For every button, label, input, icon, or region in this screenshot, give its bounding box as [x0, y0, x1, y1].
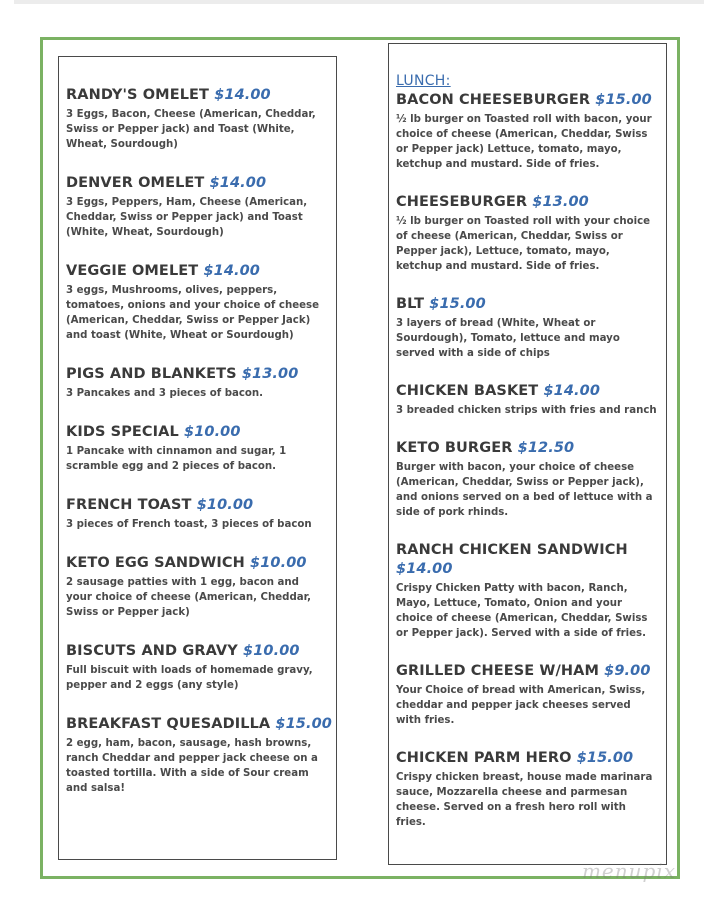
menu-item	[66, 174, 328, 240]
menu-item	[66, 423, 328, 474]
item-description: 3 breaded chicken strips with fries and ranch	[396, 405, 657, 416]
item-name: BLT	[396, 296, 425, 312]
item-description: 3 Eggs, Bacon, Cheese (American, Cheddar, Swiss or Pepper jack) and Toast (White, Wheat, Sourdough)	[66, 109, 316, 150]
item-price: $14.00	[209, 175, 267, 191]
breakfast-column	[58, 56, 337, 860]
item-description: ½ lb burger on Toasted roll with your choice of cheese (American, Cheddar, Swiss or Pepper jack), Lettuce, tomato, mayo, ketchup and mustard. Side of fries.	[396, 216, 651, 272]
item-description: 2 sausage patties with 1 egg, bacon and your choice of cheese (American, Cheddar, Swiss or Pepper jack)	[66, 577, 312, 618]
item-name: RANDY'S OMELET	[66, 87, 210, 103]
top-bar	[14, 0, 704, 4]
menu-item	[396, 662, 658, 728]
menu-item	[66, 554, 328, 620]
item-name: BACON CHEESEBURGER	[396, 92, 591, 108]
item-description: Your Choice of bread with American, Swiss, cheddar and pepper jack cheeses served with fries.	[396, 685, 646, 726]
menu-item	[66, 262, 328, 343]
menu-item	[396, 541, 658, 641]
item-description: 1 Pancake with cinnamon and sugar, 1 scramble egg and 2 pieces of bacon.	[66, 446, 287, 472]
item-price: $10.00	[184, 424, 241, 440]
item-name: VEGGIE OMELET	[66, 263, 199, 279]
item-name: GRILLED CHEESE W/HAM	[396, 663, 599, 679]
item-name: PIGS AND BLANKETS	[66, 366, 237, 382]
item-name: KIDS SPECIAL	[66, 424, 179, 440]
menu-item	[396, 193, 658, 274]
item-price: $15.00	[576, 750, 634, 766]
menu-item	[396, 749, 658, 830]
menu-frame	[40, 37, 680, 879]
item-price: $14.00	[203, 263, 260, 279]
item-name: CHICKEN PARM HERO	[396, 750, 572, 766]
menu-item	[396, 91, 658, 172]
item-price: $14.00	[543, 383, 601, 399]
item-name: BREAKFAST QUESADILLA	[66, 716, 271, 732]
menu-item	[66, 365, 328, 401]
menu-item	[396, 439, 658, 520]
item-price: $15.00	[275, 716, 332, 732]
lunch-section-title: LUNCH:	[396, 73, 451, 89]
menu-item	[396, 382, 658, 418]
menu-item	[66, 715, 332, 796]
item-description: 3 Eggs, Peppers, Ham, Cheese (American, Cheddar, Swiss or Pepper jack) and Toast (White, Wheat, Sourdough)	[66, 197, 308, 238]
item-price: $15.00	[595, 92, 652, 108]
item-name: RANCH CHICKEN SANDWICH	[396, 542, 628, 558]
item-name: DENVER OMELET	[66, 175, 205, 191]
item-description: 3 eggs, Mushrooms, olives, peppers, tomatoes, onions and your choice of cheese (American, Cheddar, Swiss or Pepper Jack) and toast (White, Wheat or Sourdough)	[66, 285, 319, 341]
item-price: $13.00	[241, 366, 299, 382]
item-price: $10.00	[243, 643, 300, 659]
item-description: Full biscuit with loads of homemade gravy, pepper and 2 eggs (any style)	[66, 665, 313, 691]
item-price: $14.00	[396, 561, 453, 577]
item-price: $15.00	[429, 296, 486, 312]
item-name: CHEESEBURGER	[396, 194, 528, 210]
item-description: Burger with bacon, your choice of cheese (American, Cheddar, Swiss or Pepper jack), and onions served on a bed of lettuce with a side of pork rhinds.	[396, 462, 653, 518]
item-name: BISCUTS AND GRAVY	[66, 643, 238, 659]
menu-item	[396, 295, 658, 361]
item-price: $13.00	[532, 194, 589, 210]
item-name: KETO EGG SANDWICH	[66, 555, 245, 571]
menu-item	[66, 642, 328, 693]
item-description: 2 egg, ham, bacon, sausage, hash browns, ranch Cheddar and pepper jack cheese on a toasted tortilla. With a side of Sour cream and salsa!	[66, 738, 318, 794]
item-price: $12.50	[517, 440, 575, 456]
watermark-logo: menupix	[581, 859, 676, 883]
item-name: CHICKEN BASKET	[396, 383, 539, 399]
menu-item	[66, 86, 328, 152]
item-description: Crispy Chicken Patty with bacon, Ranch, Mayo, Lettuce, Tomato, Onion and your choice of cheese (American, Cheddar, Swiss or Pepper jack). Served with a side of fries.	[396, 583, 648, 639]
item-price: $14.00	[214, 87, 271, 103]
item-description: 3 layers of bread (White, Wheat or Sourdough), Tomato, lettuce and mayo served with a side of chips	[396, 318, 620, 359]
item-description: 3 Pancakes and 3 pieces of bacon.	[66, 388, 264, 399]
item-price: $10.00	[196, 497, 254, 513]
item-description: Crispy chicken breast, house made marinara sauce, Mozzarella cheese and parmesan cheese. Served on a fresh hero roll with fries.	[396, 772, 653, 828]
item-price: $10.00	[250, 555, 307, 571]
item-description: 3 pieces of French toast, 3 pieces of bacon	[66, 519, 312, 530]
item-name: KETO BURGER	[396, 440, 513, 456]
lunch-column	[388, 43, 667, 865]
item-description: ½ lb burger on Toasted roll with bacon, your choice of cheese (American, Cheddar, Swiss or Pepper jack) Lettuce, tomato, mayo, ketchup and mustard. Side of fries.	[396, 114, 652, 170]
item-price: $9.00	[604, 663, 651, 679]
item-name: FRENCH TOAST	[66, 497, 192, 513]
menu-item	[66, 496, 328, 532]
